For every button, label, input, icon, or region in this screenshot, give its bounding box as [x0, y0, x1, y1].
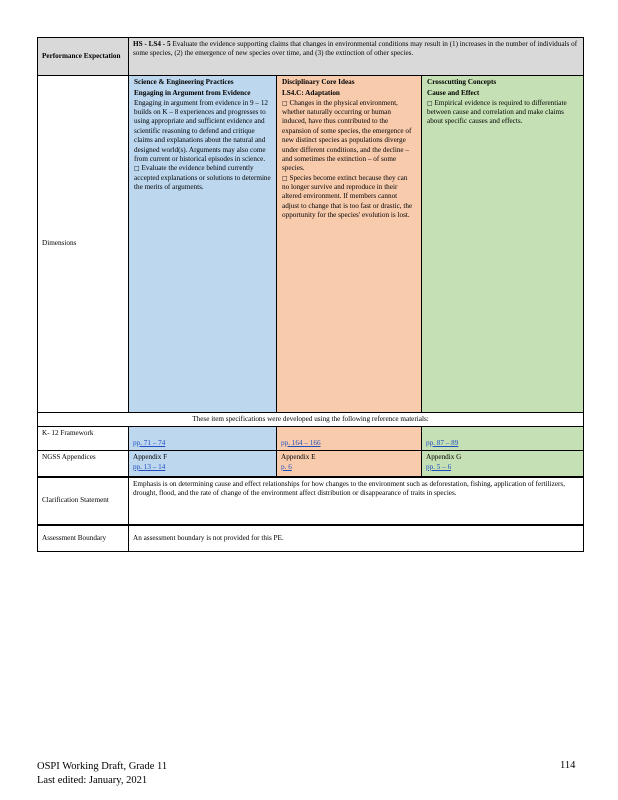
ccc-bullet-text: Empirical evidence is required to differentiate between cause and correlation and make claims about specific causes and effects. [427, 98, 567, 126]
bullet-box-icon: □ [282, 99, 288, 107]
k12-framework-row [38, 427, 584, 451]
dci-bullet-2 [282, 174, 416, 221]
sep-cell [129, 76, 277, 413]
k12-ccc-cell [422, 427, 584, 451]
k12-label: K- 12 Framework [38, 427, 129, 451]
dci-bullet-2-text: Species become extinct because they can no longer survive and reproduce in their altered environment. If members cannot adjust to change that is too fast or drastic, the opportunity for the species' evolution is lost. [282, 173, 413, 220]
assessment-text: An assessment boundary is not provided for this PE. [129, 525, 584, 552]
sep-title: Science & Engineering Practices [134, 78, 234, 86]
ccc-subtitle: Cause and Effect [427, 89, 480, 98]
bullet-box-icon: □ [282, 174, 288, 182]
dci-subtitle: LS4.C: Adaptation [282, 89, 340, 98]
sep-bullet-text: Evaluate the evidence behind currently accepted explanations or solutions to determine the merits of arguments. [134, 164, 271, 191]
ngss-ccc-appendix: Appendix G [426, 453, 462, 462]
dci-bullet-1 [282, 99, 416, 174]
performance-expectation-label: Performance Expectation [38, 38, 129, 76]
clarification-label: Clarification Statement [38, 477, 129, 525]
dev-note: These item specifications were developed using the following reference materials: [38, 413, 584, 427]
k12-sep-cell [129, 427, 277, 451]
clarification-text: Emphasis is on determining cause and effect relationships for how changes to the environment such as deforestation, fishing, application of fertilizers, drought, flood, and the rate of change of the environment affect distribution or disappearance of traits in species. [129, 477, 584, 525]
sep-bullet [134, 164, 271, 192]
ngss-sep-appendix: Appendix F [133, 453, 168, 462]
ngss-dci-cell [277, 451, 422, 477]
item-specification-table [37, 37, 584, 552]
sep-subtitle: Engaging in Argument from Evidence [134, 89, 251, 98]
ngss-dci-appendix: Appendix E [281, 453, 316, 462]
dci-title: Disciplinary Core Ideas [282, 78, 355, 86]
k12-dci-cell [277, 427, 422, 451]
ngss-label: NGSS Appendices [38, 451, 129, 477]
ccc-title: Crosscutting Concepts [427, 78, 497, 86]
ngss-sep-link[interactable]: pp. 13 – 14 [133, 462, 166, 471]
footer-draft-label: OSPI Working Draft, Grade 11 [37, 761, 168, 772]
dev-note-row [38, 413, 584, 427]
ccc-bullet [427, 99, 578, 127]
ccc-cell [422, 76, 584, 413]
bullet-box-icon: □ [134, 165, 140, 173]
footer-last-edited: Last edited: January, 2021 [37, 775, 148, 787]
pe-text: Evaluate the evidence supporting claims that changes in environmental conditions may result in (1) increases in the number of individuals of some species, (2) the emergence of new species over time, and (3) the extinction of other species. [133, 40, 578, 58]
page-number: 114 [560, 760, 576, 771]
performance-expectation-cell [129, 38, 584, 76]
ngss-appendices-row [38, 451, 584, 477]
ngss-ccc-link[interactable]: pp. 5 – 6 [426, 462, 452, 471]
footer [37, 760, 167, 788]
ngss-sep-cell [129, 451, 277, 477]
k12-ccc-link[interactable]: pp. 87 – 89 [426, 439, 459, 447]
performance-expectation-row [38, 38, 584, 76]
assessment-row [38, 525, 584, 552]
k12-sep-link[interactable]: pp. 71 – 74 [133, 439, 166, 447]
dimensions-label: Dimensions [38, 76, 129, 413]
clarification-row [38, 477, 584, 525]
dimensions-row [38, 76, 584, 413]
assessment-label: Assessment Boundary [38, 525, 129, 552]
dci-bullet-1-text: Changes in the physical environment, whether naturally occurring or human induced, have thus contributed to the expansion of some species, the emergence of new distinct species as populations diverge under different conditions, and the decline – and sometimes the extinction – of some species. [282, 98, 412, 173]
bullet-box-icon: □ [427, 99, 433, 107]
sep-intro: Engaging in argument from evidence in 9 – 12 builds on K – 8 experiences and progresses to using appropriate and sufficient evidence and scientific reasoning to defend and critique claims and explanations about the natural and designed world(s). Arguments may also come from current or historical episodes in science. [134, 98, 269, 163]
ngss-ccc-cell [422, 451, 584, 477]
pe-code: HS - LS4 - 5 [133, 40, 171, 48]
dci-cell [277, 76, 422, 413]
spec-sheet [37, 37, 583, 552]
ngss-dci-link[interactable]: p. 6 [281, 462, 292, 471]
k12-dci-link[interactable]: pp. 164 – 166 [281, 439, 321, 447]
